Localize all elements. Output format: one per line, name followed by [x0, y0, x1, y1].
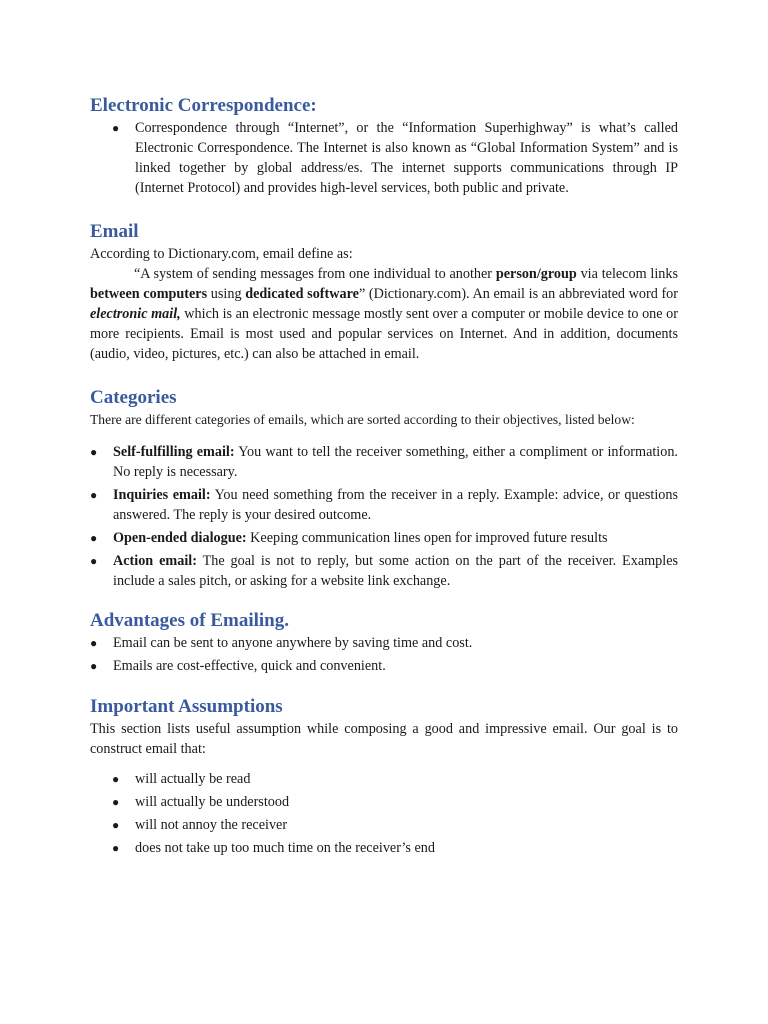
electronic-bullet-text: Correspondence through “Internet”, or the “Information Superhighway” is what’s called Electronic Correspondence. The Internet is also known as “Global Information System” and is linked together by global address/es. The internet supports communications through IP (Internet Protocol) and provides high-level services, both public and private. [135, 120, 678, 196]
section-advantages [90, 609, 678, 676]
text-run: via telecom links [576, 266, 678, 282]
bullet-icon: ● [90, 636, 98, 650]
text-run: ” (Dictionary.com). An email is an abbreviated word for [358, 286, 678, 302]
heading-email: Email [90, 221, 139, 242]
electronic-list [112, 118, 678, 198]
document-content [90, 94, 678, 861]
text-run: which is an electronic message mostly sent over a computer or mobile device to one or more recipients. Email is most used and popular services on Internet. And in addition, documents (audio, video, pictures, etc.) can also be attached in email. [90, 306, 678, 362]
bullet-icon: ● [112, 121, 120, 135]
category-term: Inquiries email: [113, 487, 211, 503]
heading-advantages: Advantages of Emailing. [90, 610, 289, 631]
list-item [112, 118, 678, 198]
list-item [112, 815, 678, 835]
bullet-icon: ● [90, 531, 98, 545]
bullet-icon: ● [112, 795, 120, 809]
bold-run: dedicated software [245, 286, 359, 302]
bold-run: person/group [495, 266, 577, 282]
heading-categories: Categories [90, 387, 177, 408]
heading-assumptions: Important Assumptions [90, 696, 283, 717]
list-item [90, 528, 678, 548]
bullet-icon: ● [90, 554, 98, 568]
bullet-icon: ● [112, 772, 120, 786]
assumptions-list [112, 769, 678, 858]
heading-electronic-correspondence: Electronic Correspondence: [90, 95, 317, 116]
advantage-text: Email can be sent to anyone anywhere by saving time and cost. [113, 635, 473, 651]
email-intro: According to Dictionary.com, email define as: [90, 246, 353, 262]
assumption-text: does not take up too much time on the receiver’s end [135, 840, 435, 856]
category-text: The goal is not to reply, but some action on the part of the receiver. Examples include a sales pitch, or asking for a website link exchange. [113, 553, 679, 589]
advantages-list [90, 633, 678, 676]
assumption-text: will not annoy the receiver [135, 817, 288, 833]
section-assumptions [90, 695, 678, 858]
assumptions-intro: This section lists useful assumption while composing a good and impressive email. Our goal is to construct email that: [90, 721, 678, 757]
category-term: Open-ended dialogue: [113, 530, 247, 546]
bullet-icon: ● [90, 659, 98, 673]
bullet-icon: ● [90, 445, 98, 459]
list-item [112, 838, 678, 858]
bullet-icon: ● [90, 488, 98, 502]
section-categories [90, 386, 678, 591]
bullet-icon: ● [112, 818, 120, 832]
section-email [90, 220, 678, 364]
advantage-text: Emails are cost-effective, quick and convenient. [113, 658, 386, 674]
list-item [112, 769, 678, 789]
list-item [90, 442, 678, 482]
list-item [90, 485, 678, 525]
category-text: You need something from the receiver in a reply. Example: advice, or questions answered. The reply is your desired outcome. [113, 487, 679, 523]
section-electronic-correspondence [90, 94, 678, 198]
assumption-text: will actually be understood [135, 794, 290, 810]
list-item [90, 656, 678, 676]
bold-italic-run: electronic mail, [90, 306, 181, 322]
list-item [112, 792, 678, 812]
categories-intro: There are different categories of emails, which are sorted according to their objectives, listed below: [90, 412, 635, 427]
assumption-text: will actually be read [135, 771, 251, 787]
category-term: Self-fulfilling email: [113, 444, 235, 460]
email-definition-paragraph [90, 264, 678, 364]
bullet-icon: ● [112, 841, 120, 855]
category-text: You want to tell the receiver something, either a compliment or information. No reply is necessary. [113, 444, 678, 480]
categories-list [90, 442, 678, 591]
list-item [90, 551, 678, 591]
text-run: “A system of sending messages from one individual to another [134, 266, 496, 282]
text-run: using [207, 286, 246, 302]
category-term: Action email: [113, 553, 197, 569]
list-item [90, 633, 678, 653]
bold-run: between computers [90, 286, 208, 302]
category-text: Keeping communication lines open for improved future results [246, 530, 608, 546]
